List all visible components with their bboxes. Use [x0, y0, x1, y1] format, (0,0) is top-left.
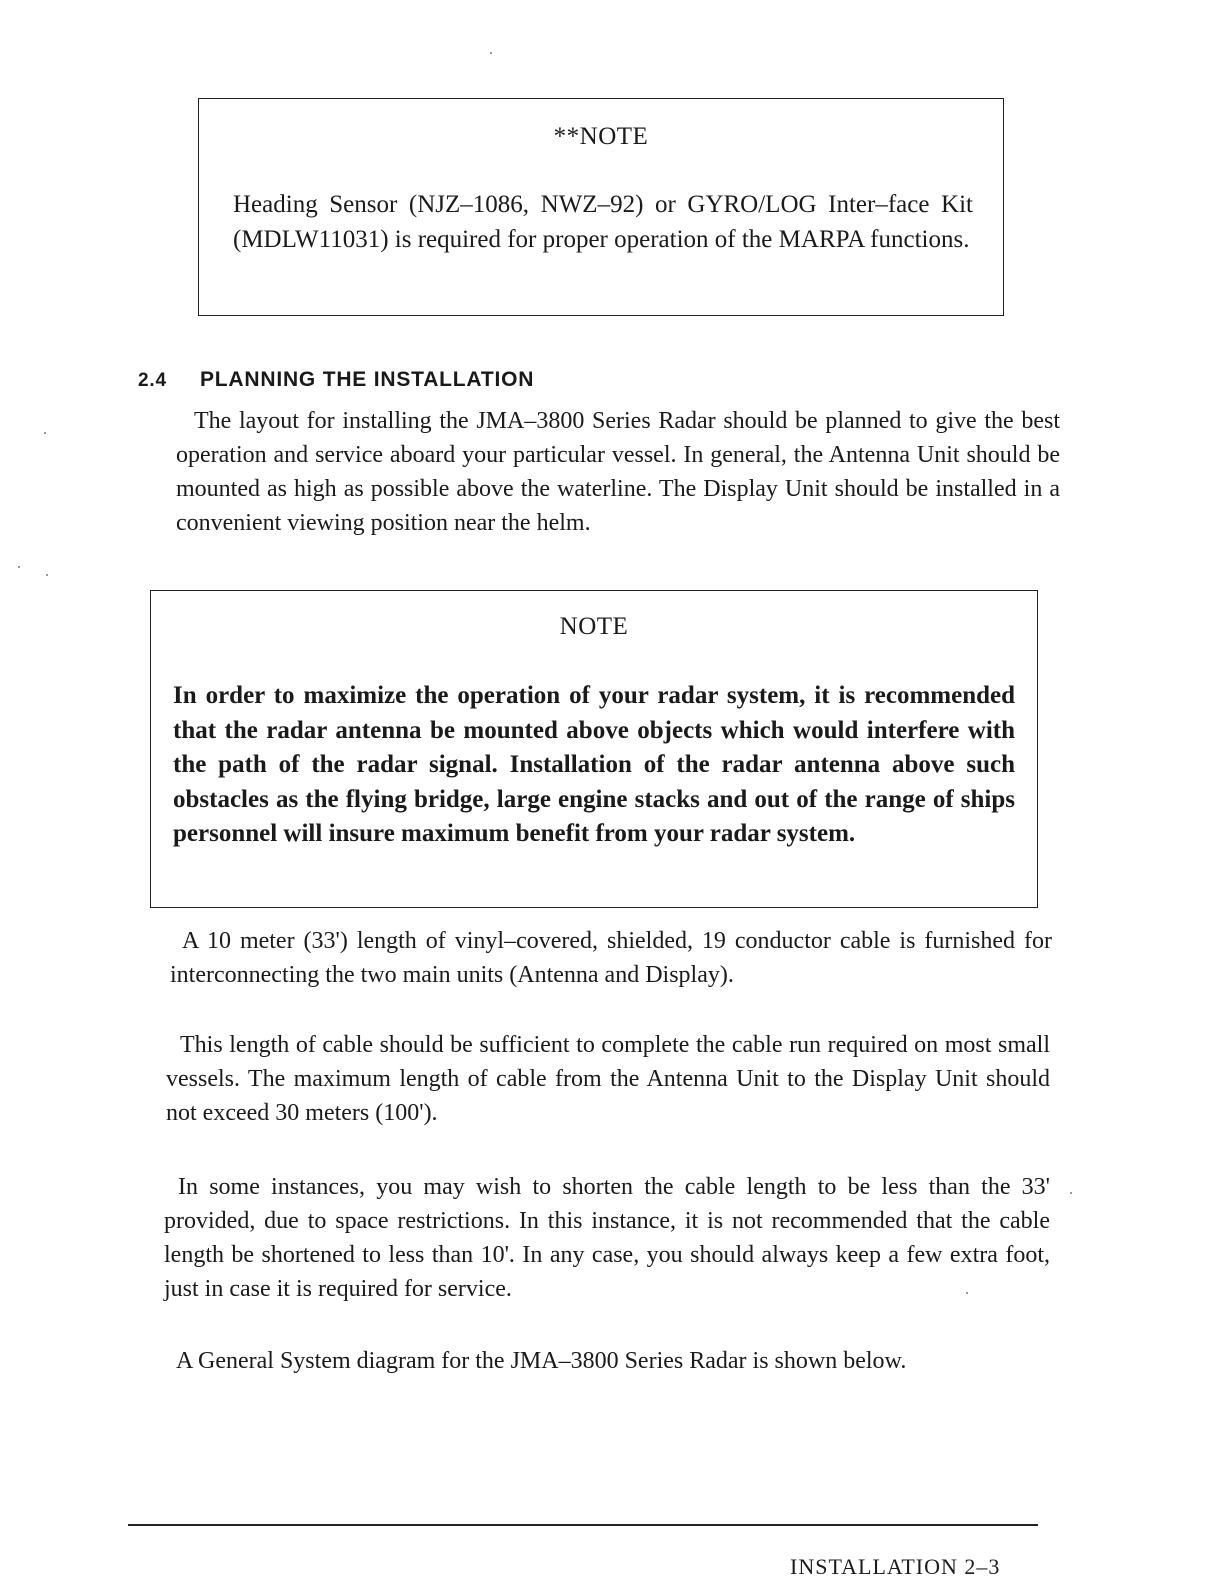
- note-body: Heading Sensor (NJZ–1086, NWZ–92) or GYRO/LOG Inter–face Kit (MDLW11031) is required for proper operation of the MARPA functions.: [233, 191, 973, 253]
- note-title: NOTE: [559, 613, 629, 640]
- paragraph-cable-length: A 10 meter (33') length of vinyl–covered, shielded, 19 conductor cable is furnished for interconnecting the two main units (Antenna and Display).: [170, 928, 1052, 988]
- note-title: **NOTE: [553, 123, 649, 150]
- paragraph-diagram-reference: A General System diagram for the JMA–3800 Series Radar is shown below.: [176, 1348, 907, 1374]
- note-box-antenna-mounting: [150, 590, 1038, 908]
- section-title: PLANNING THE INSTALLATION: [200, 368, 535, 391]
- paragraph-cable-sufficiency: This length of cable should be sufficient to complete the cable run required on most small vessels. The maximum length of cable from the Antenna Unit to the Display Unit should not exceed 30 meters (100').: [166, 1032, 1050, 1126]
- scan-speck: [966, 1292, 968, 1294]
- scan-speck: [18, 566, 20, 568]
- note-box-heading-sensor: [198, 98, 1004, 316]
- footer-page-label: INSTALLATION 2–3: [790, 1554, 1001, 1579]
- section-number: 2.4: [138, 370, 167, 391]
- footer-rule: [128, 1524, 1038, 1526]
- scan-speck: [44, 432, 46, 434]
- note-body: In order to maximize the operation of your radar system, it is recommended that the radar antenna be mounted above objects which would interfere with the path of the radar signal. Installation of the radar antenna above such obstacles as the flying bridge, large engine stacks and out of the range of ships personnel will insure maximum benefit from your radar system.: [173, 682, 1015, 847]
- paragraph-layout: The layout for installing the JMA–3800 Series Radar should be planned to give the best operation and service aboard your particular vessel. In general, the Antenna Unit should be mounted as high as possible above the waterline. The Display Unit should be installed in a convenient viewing position near the helm.: [176, 408, 1060, 536]
- scan-speck: [46, 574, 48, 576]
- paragraph-cable-shortening: In some instances, you may wish to shorten the cable length to be less than the 33' provided, due to space restrictions. In this instance, it is not recommended that the cable length be shortened to less than 10'. In any case, you should always keep a few extra foot, just in case it is required for service.: [164, 1174, 1050, 1302]
- scan-speck: [1070, 1192, 1072, 1194]
- section-heading: [138, 368, 534, 392]
- scan-speck: [490, 52, 492, 54]
